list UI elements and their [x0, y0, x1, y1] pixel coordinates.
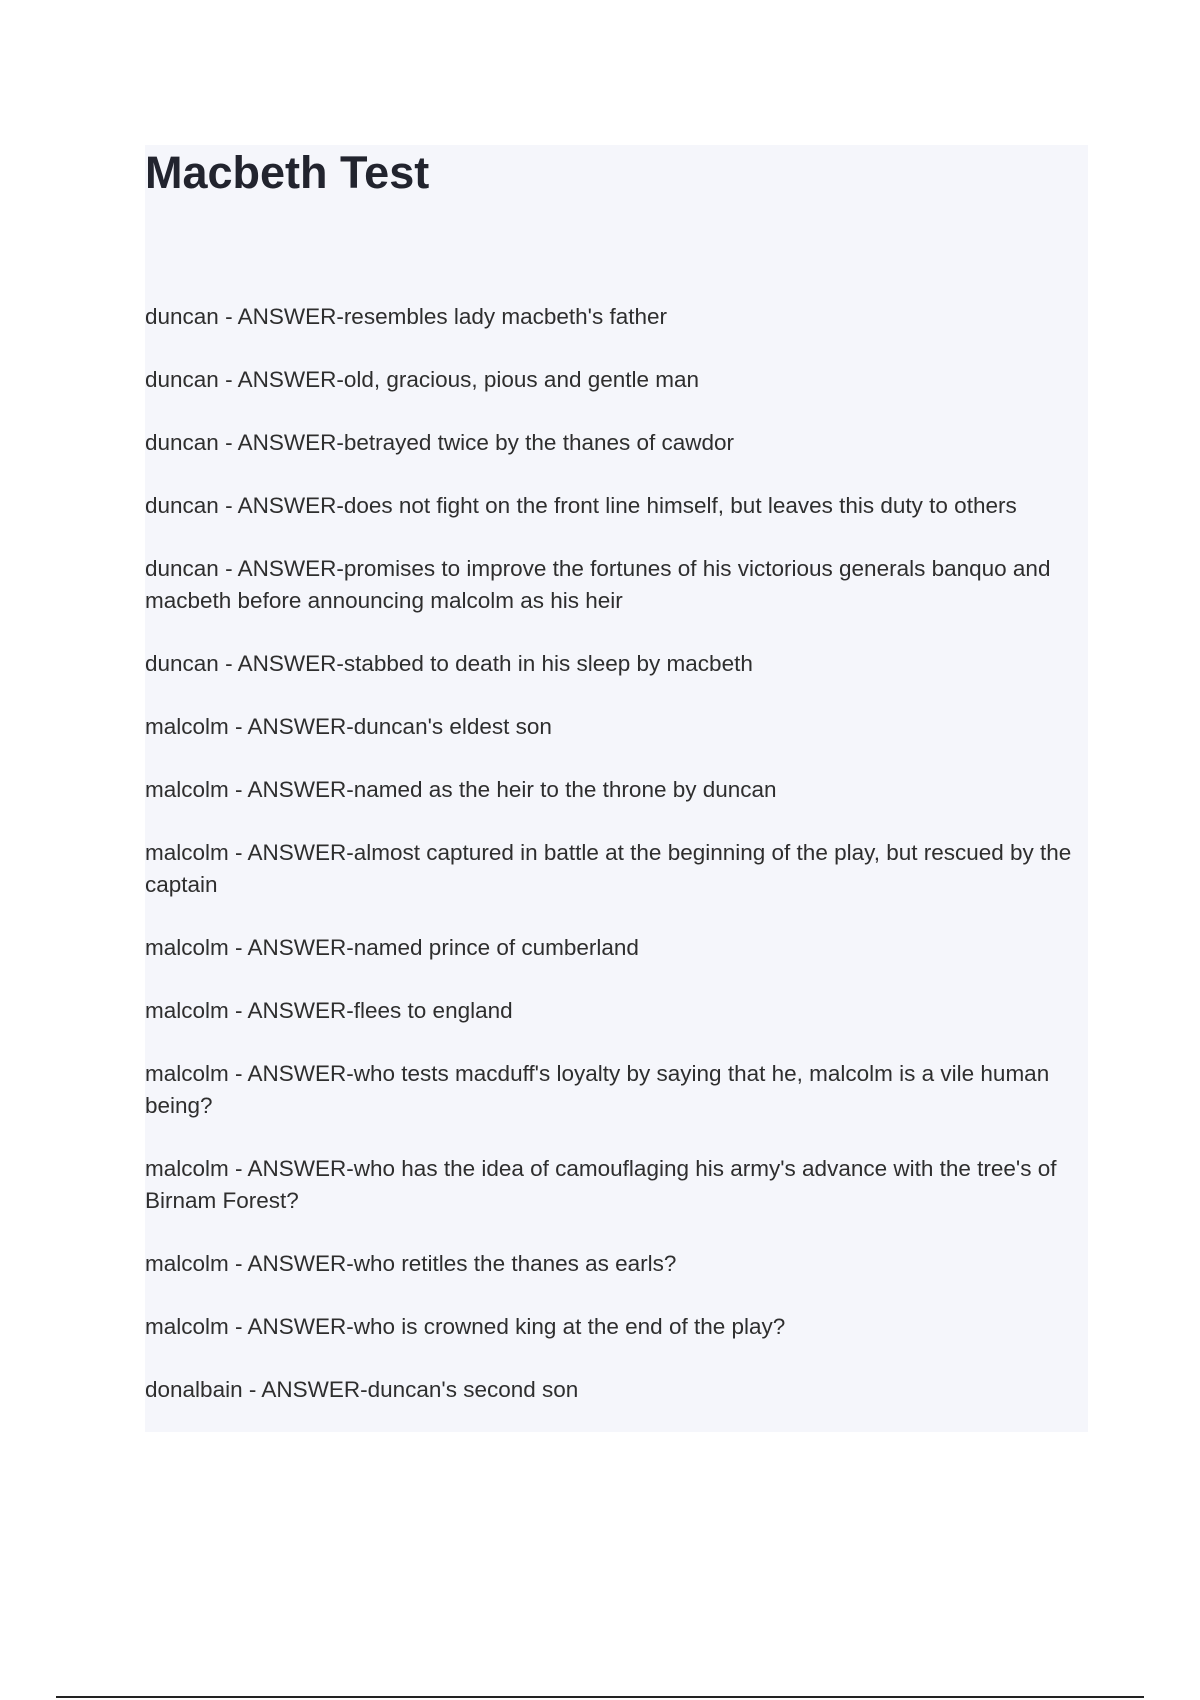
list-item: donalbain - ANSWER-duncan's second son: [145, 1377, 579, 1402]
list-item: duncan - ANSWER-stabbed to death in his sleep by macbeth: [145, 651, 753, 676]
list-item: malcolm - ANSWER-who tests macduff's loyalty by saying that he, malcolm is a vile human being?: [145, 1061, 1050, 1118]
list-item: duncan - ANSWER-old, gracious, pious and gentle man: [145, 367, 700, 392]
list-item: malcolm - ANSWER-named as the heir to the throne by duncan: [145, 777, 777, 802]
list-item: duncan - ANSWER-promises to improve the fortunes of his victorious generals banquo and macbeth before announcing malcolm as his heir: [145, 556, 1051, 613]
list-item: malcolm - ANSWER-almost captured in battle at the beginning of the play, but rescued by the captain: [145, 840, 1072, 897]
list-item: malcolm - ANSWER-who is crowned king at the end of the play?: [145, 1314, 786, 1339]
list-item: duncan - ANSWER-does not fight on the front line himself, but leaves this duty to others: [145, 493, 1017, 518]
document-content-area: [145, 145, 1088, 1432]
list-item: duncan - ANSWER-resembles lady macbeth's father: [145, 304, 668, 329]
list-item: malcolm - ANSWER-flees to england: [145, 998, 513, 1023]
list-item: duncan - ANSWER-betrayed twice by the thanes of cawdor: [145, 430, 735, 455]
question-answer-list: [145, 301, 1088, 1437]
list-item: malcolm - ANSWER-who retitles the thanes as earls?: [145, 1251, 677, 1276]
page-title: Macbeth Test: [145, 147, 430, 198]
list-item: malcolm - ANSWER-named prince of cumberland: [145, 935, 639, 960]
list-item: malcolm - ANSWER-duncan's eldest son: [145, 714, 552, 739]
footer-divider: [56, 1696, 1144, 1698]
list-item: malcolm - ANSWER-who has the idea of camouflaging his army's advance with the tree's of Birnam Forest?: [145, 1156, 1057, 1213]
